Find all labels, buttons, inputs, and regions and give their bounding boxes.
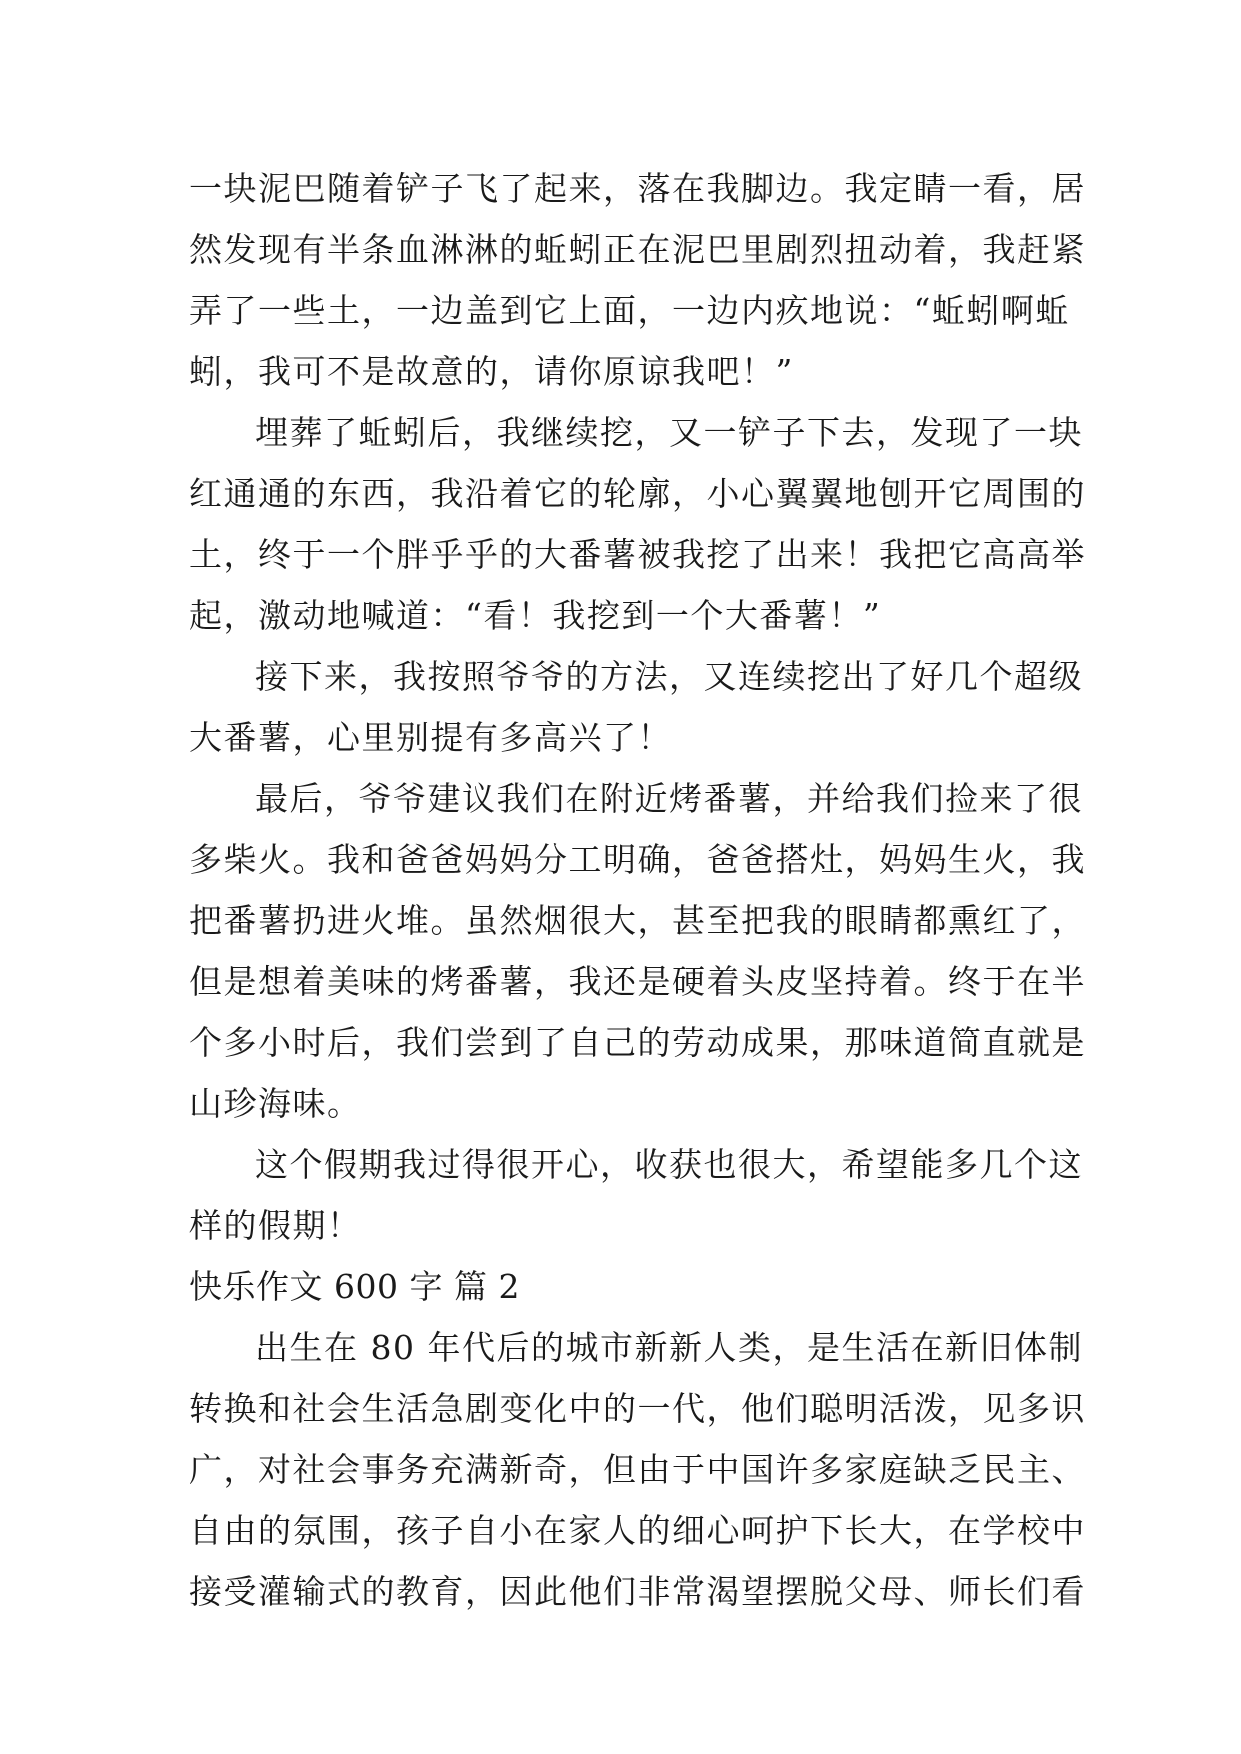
text-line: 接受灌输式的教育，因此他们非常渴望摆脱父母、师长们看 <box>189 1572 1086 1611</box>
text-line: 多柴火。我和爸爸妈妈分工明确，爸爸搭灶，妈妈生火，我 <box>189 840 1086 879</box>
section-heading: 快乐作文 600 字 篇 2 <box>189 1267 520 1306</box>
text-line: 自由的氛围，孩子自小在家人的细心呵护下长大，在学校中 <box>189 1511 1086 1550</box>
paragraph-first-line: 最后，爷爷建议我们在附近烤番薯，并给我们捡来了很 <box>255 779 1083 818</box>
text-line: 大番薯，心里别提有多高兴了！ <box>189 718 672 757</box>
text-line: 弄了一些土，一边盖到它上面，一边内疚地说：“蚯蚓啊蚯 <box>189 291 1070 330</box>
text-line: 土，终于一个胖乎乎的大番薯被我挖了出来！我把它高高举 <box>189 535 1086 574</box>
text-line: 把番薯扔进火堆。虽然烟很大，甚至把我的眼睛都熏红了， <box>189 901 1086 940</box>
paragraph-first-line: 埋葬了蚯蚓后，我继续挖，又一铲子下去，发现了一块 <box>255 413 1083 452</box>
paragraph-first-line: 这个假期我过得很开心，收获也很大，希望能多几个这 <box>255 1145 1083 1184</box>
text-line: 转换和社会生活急剧变化中的一代，他们聪明活泼，见多识 <box>189 1389 1086 1428</box>
text-line: 一块泥巴随着铲子飞了起来，落在我脚边。我定睛一看，居 <box>189 169 1086 208</box>
paragraph-first-line: 出生在 80 年代后的城市新新人类，是生活在新旧体制 <box>255 1328 1083 1367</box>
text-line: 山珍海味。 <box>189 1084 362 1123</box>
text-line: 样的假期！ <box>189 1206 362 1245</box>
text-line: 红通通的东西，我沿着它的轮廓，小心翼翼地刨开它周围的 <box>189 474 1086 513</box>
text-line: 起，激动地喊道：“看！我挖到一个大番薯！” <box>189 596 882 635</box>
text-line: 广，对社会事务充满新奇，但由于中国许多家庭缺乏民主、 <box>189 1450 1086 1489</box>
text-line: 个多小时后，我们尝到了自己的劳动成果，那味道简直就是 <box>189 1023 1086 1062</box>
essay-body <box>189 158 1086 1622</box>
paragraph-first-line: 接下来，我按照爷爷的方法，又连续挖出了好几个超级 <box>255 657 1083 696</box>
text-line: 但是想着美味的烤番薯，我还是硬着头皮坚持着。终于在半 <box>189 962 1086 1001</box>
text-line: 蚓，我可不是故意的，请你原谅我吧！” <box>189 352 794 391</box>
text-line: 然发现有半条血淋淋的蚯蚓正在泥巴里剧烈扭动着，我赶紧 <box>189 230 1086 269</box>
